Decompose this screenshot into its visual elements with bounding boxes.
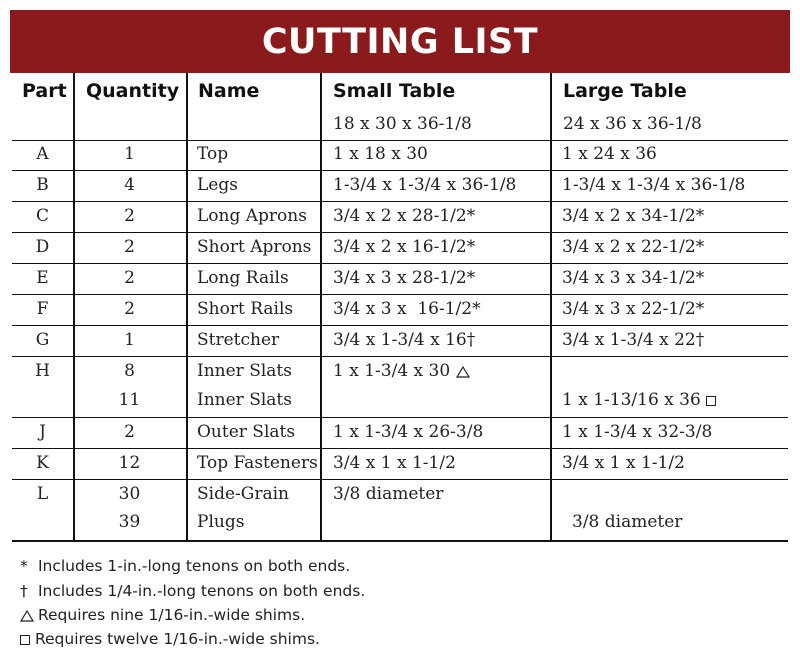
table-cell-name: Inner Slats [197, 390, 292, 410]
table-cell-large: 3/4 x 1-3/4 x 22† [562, 330, 705, 350]
table-cell-name: Legs [197, 175, 238, 195]
table-cell-small: 1 x 18 x 30 [333, 144, 428, 164]
footnote [20, 557, 350, 575]
table-cell-name: Top Fasteners [197, 453, 318, 473]
column-divider [186, 73, 188, 541]
header-small-table: Small Table [333, 80, 456, 102]
table-cell-large: 3/4 x 2 x 34-1/2* [562, 206, 705, 226]
table-cell-part: L [36, 484, 49, 504]
triangle-icon [456, 366, 469, 377]
footnote-text: Includes 1/4-in.-long tenons on both ends. [37, 582, 366, 600]
table-cell-small-text: 1 x 1-3/4 x 30 [333, 361, 451, 381]
table-cell-part: B [36, 175, 49, 195]
row-divider [12, 325, 788, 326]
table-cell-small [333, 361, 469, 381]
triangle-icon [20, 610, 33, 621]
table-cell-small: 1-3/4 x 1-3/4 x 36-1/8 [333, 175, 517, 195]
row-divider [12, 140, 788, 141]
dagger-symbol: † [20, 582, 28, 600]
footnote-text: Requires twelve 1/16-in.-wide shims. [34, 630, 320, 648]
table-cell-part: A [36, 144, 49, 164]
row-divider [12, 263, 788, 264]
table-cell-large: 3/4 x 2 x 22-1/2* [562, 237, 705, 257]
table-cell-part: G [35, 330, 50, 350]
table-cell-part: D [35, 237, 50, 257]
table-cell-part: E [36, 268, 49, 288]
header-quantity: Quantity [86, 80, 180, 102]
table-cell-qty: 2 [124, 237, 135, 257]
table-cell-qty: 8 [124, 361, 135, 381]
table-cell-part: J [39, 422, 46, 442]
header-large-table: Large Table [563, 80, 687, 102]
table-cell-qty: 4 [124, 175, 135, 195]
table-cell-qty: 2 [124, 206, 135, 226]
table-cell-name: Plugs [197, 512, 245, 532]
table-cell-large-text: 1 x 1-13/16 x 36 [562, 390, 701, 410]
table-cell-qty: 2 [124, 422, 135, 442]
table-cell-large: 1-3/4 x 1-3/4 x 36-1/8 [562, 175, 746, 195]
column-divider [550, 73, 552, 541]
table-cell-small: 3/4 x 2 x 16-1/2* [333, 237, 476, 257]
table-cell-name: Stretcher [197, 330, 280, 350]
footnote [20, 630, 320, 648]
table-cell-part: K [36, 453, 49, 473]
row-divider [12, 356, 788, 357]
square-icon [20, 635, 30, 645]
table-bottom-rule [12, 540, 788, 542]
table-cell-name: Short Aprons [197, 237, 312, 257]
table-cell-part: F [36, 299, 49, 319]
table-cell-large: 3/4 x 3 x 34-1/2* [562, 268, 705, 288]
row-divider [12, 417, 788, 418]
header-part: Part [22, 80, 67, 102]
column-divider [320, 73, 322, 541]
table-cell-qty: 30 [118, 484, 141, 504]
table-cell-name: Long Aprons [197, 206, 307, 226]
row-divider [12, 479, 788, 480]
table-cell-name: Inner Slats [197, 361, 292, 381]
table-cell-large: 1 x 1-3/4 x 32-3/8 [562, 422, 713, 442]
table-cell-name: Top [197, 144, 229, 164]
table-cell-qty: 2 [124, 268, 135, 288]
page-title: CUTTING LIST [10, 10, 790, 73]
footnote [20, 582, 365, 600]
row-divider [12, 294, 788, 295]
table-cell-large: 3/4 x 3 x 22-1/2* [562, 299, 705, 319]
table-cell-large: 3/8 diameter [572, 512, 683, 532]
row-divider [12, 232, 788, 233]
header-name: Name [198, 80, 260, 102]
row-divider [12, 201, 788, 202]
table-cell-name: Long Rails [197, 268, 289, 288]
table-cell-qty: 11 [118, 390, 141, 410]
table-cell-small: 3/8 diameter [333, 484, 444, 504]
footnote-text: Includes 1-in.-long tenons on both ends. [37, 557, 351, 575]
header-large-dims: 24 x 36 x 36-1/8 [563, 114, 702, 134]
table-cell-small: 3/4 x 3 x 16-1/2* [333, 299, 481, 319]
table-cell-small: 3/4 x 1 x 1-1/2 [333, 453, 456, 473]
footnote [20, 606, 305, 624]
table-cell-name: Short Rails [197, 299, 294, 319]
table-cell-name: Outer Slats [197, 422, 296, 442]
table-cell-small: 3/4 x 2 x 28-1/2* [333, 206, 476, 226]
asterisk-symbol: * [20, 557, 28, 575]
row-divider [12, 448, 788, 449]
table-cell-small: 3/4 x 3 x 28-1/2* [333, 268, 476, 288]
table-cell-large: 1 x 24 x 36 [562, 144, 657, 164]
table-cell-qty: 1 [124, 144, 135, 164]
square-icon [706, 396, 716, 406]
table-cell-small: 1 x 1-3/4 x 26-3/8 [333, 422, 484, 442]
table-cell-qty: 39 [118, 512, 141, 532]
table-cell-part: H [35, 361, 50, 381]
table-cell-qty: 1 [124, 330, 135, 350]
table-cell-qty: 2 [124, 299, 135, 319]
row-divider [12, 170, 788, 171]
table-cell-large: 3/4 x 1 x 1-1/2 [562, 453, 685, 473]
table-cell-large [562, 390, 716, 410]
header-small-dims: 18 x 30 x 36-1/8 [333, 114, 472, 134]
table-cell-name: Side-Grain [197, 484, 289, 504]
footnote-text: Requires nine 1/16-in.-wide shims. [37, 606, 306, 624]
table-cell-small: 3/4 x 1-3/4 x 16† [333, 330, 476, 350]
table-cell-qty: 12 [118, 453, 141, 473]
table-cell-part: C [35, 206, 49, 226]
